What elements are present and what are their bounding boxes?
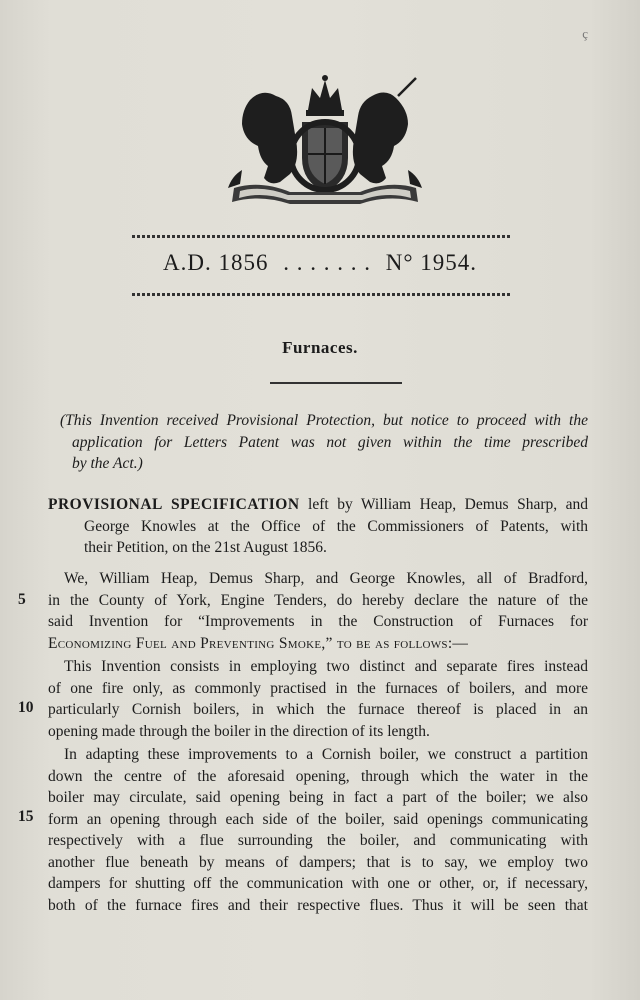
provisional-specification xyxy=(48,494,588,559)
patent-year: A.D. 1856 xyxy=(162,250,269,275)
note-line: (This Invention received Provisional Protection, but notice to proceed with the xyxy=(60,412,588,429)
paragraph-line: of one fire only, as commonly practised in the furnaces of boilers, and more xyxy=(48,679,588,697)
paragraph-line: particularly Cornish boilers, in which the furnace thereof is placed in an xyxy=(48,701,588,718)
line-number: 10 xyxy=(18,699,34,716)
paragraph-line: form an opening through each side of the boiler, said openings communicating xyxy=(48,810,588,828)
paragraph-line: boiler may circulate, said opening being in fact a part of the boiler; we also xyxy=(48,789,588,806)
paragraph-line: down the centre of the aforesaid opening, through which the water in the xyxy=(48,767,588,785)
paragraph-line: We, William Heap, Demus Sharp, and George Knowles, all of Bradford, xyxy=(64,570,588,587)
paragraph-adaptation xyxy=(48,744,588,916)
paragraph-invention xyxy=(48,656,588,742)
patent-header xyxy=(0,250,640,276)
paragraph-line: respectively with a flue surrounding the boiler, and communicating with xyxy=(48,832,588,849)
paragraph-line: In adapting these improvements to a Cornish boiler, we construct a partition xyxy=(64,746,588,763)
paragraph-declaration xyxy=(48,568,588,654)
document-title: Furnaces. xyxy=(282,338,358,357)
royal-coat-of-arms-emblem xyxy=(220,70,430,210)
line-number: 15 xyxy=(18,808,34,825)
paragraph-line: another flue beneath by means of dampers; that is to say, we employ two xyxy=(48,853,588,871)
paragraph-line: said Invention for “Improvements in the Construction of Furnaces for xyxy=(48,613,588,630)
paragraph-line: Economizing Fuel and Preventing Smoke,” to be as follows:— xyxy=(48,634,469,652)
note-line: application for Letters Patent was not given within the time prescribed xyxy=(72,433,588,451)
header-dots: . . . . . . . xyxy=(283,250,371,275)
spec-line: George Knowles at the Office of the Commissioners of Patents, with xyxy=(84,517,588,535)
line-number: 5 xyxy=(18,591,26,608)
paragraph-line: dampers for shutting off the communication with one or other, or, if necessary, xyxy=(48,875,588,892)
header-top-rule xyxy=(132,235,512,238)
paragraph-line: both of the furnace fires and their respective flues. Thus it will be seen that xyxy=(48,896,588,914)
paragraph-line: opening made through the boiler in the direction of its length. xyxy=(48,722,430,740)
paragraph-line: This Invention consists in employing two distinct and separate fires instead xyxy=(64,658,588,675)
note-line: by the Act.) xyxy=(72,455,143,472)
header-bottom-rule xyxy=(132,293,512,296)
title-underline xyxy=(270,382,402,384)
spec-line-text: left by William Heap, Demus Sharp, and xyxy=(308,496,588,513)
spec-heading: PROVISIONAL SPECIFICATION xyxy=(48,496,300,513)
corner-mark: ç xyxy=(582,26,588,41)
patent-number: N° 1954. xyxy=(385,250,478,275)
protection-note xyxy=(60,410,588,475)
spec-line xyxy=(48,494,588,516)
paragraph-line: in the County of York, Engine Tenders, do hereby declare the nature of the xyxy=(48,591,588,609)
spec-line: their Petition, on the 21st August 1856. xyxy=(84,539,327,556)
